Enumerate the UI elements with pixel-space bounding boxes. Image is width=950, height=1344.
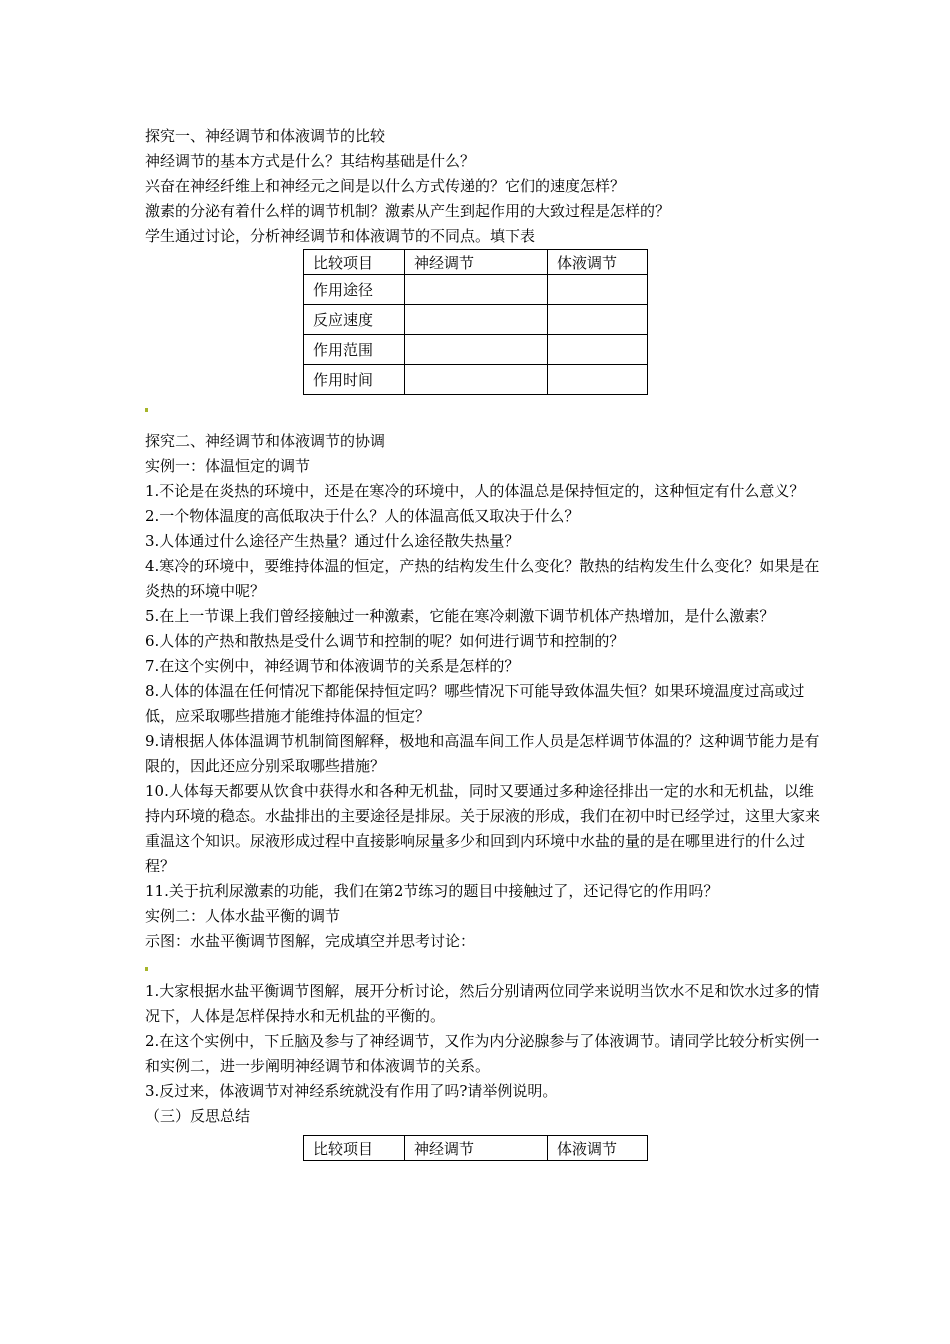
list-item: 6.人体的产热和散热是受什么调节和控制的呢？如何进行调节和控制的？ — [145, 632, 625, 650]
row-label: 作用途径 — [304, 275, 405, 305]
blank-cell — [405, 365, 548, 395]
table-header-row — [304, 1136, 648, 1161]
table-header-row — [304, 250, 648, 275]
section2-title: 探究二、神经调节和体液调节的协调 — [145, 432, 386, 450]
blank-cell — [405, 335, 548, 365]
table-row — [304, 305, 648, 335]
blank-cell — [405, 305, 548, 335]
blank-cell — [405, 275, 548, 305]
table-row — [304, 275, 648, 305]
blank-cell — [548, 305, 648, 335]
table-header-cell: 比较项目 — [304, 250, 405, 275]
row-label: 作用范围 — [304, 335, 405, 365]
list-item: 2.一个物体温度的高低取决于什么？人的体温高低又取决于什么？ — [145, 507, 580, 525]
table-header-cell: 体液调节 — [548, 250, 648, 275]
list-item: 8.人体的体温在任何情况下都能保持恒定吗？哪些情况下可能导致体温失恒？如果环境温度过高或过低，应采取哪些措施才能维持体温的恒定？ — [145, 682, 805, 725]
list-item: 11.关于抗利尿激素的功能，我们在第2节练习的题目中接触过了，还记得它的作用吗？ — [145, 882, 719, 900]
question: 神经调节的基本方式是什么？其结构基础是什么？ — [145, 152, 476, 170]
blank-cell — [548, 365, 648, 395]
example2-title: 实例二：人体水盐平衡的调节 — [145, 907, 341, 925]
blank-cell — [548, 335, 648, 365]
list-item: 7.在这个实例中，神经调节和体液调节的关系是怎样的？ — [145, 657, 520, 675]
list-item: 9.请根据人体体温调节机制简图解释，极地和高温车间工作人员是怎样调节体温的？这种调节能力是有限的，因此还应分别采取哪些措施？ — [145, 732, 820, 775]
section1-title: 探究一、神经调节和体液调节的比较 — [145, 127, 386, 145]
list-item: 1.不论是在炎热的环境中，还是在寒冷的环境中，人的体温总是保持恒定的，这种恒定有什么意义？ — [145, 482, 805, 500]
table-header-cell: 神经调节 — [405, 250, 548, 275]
question: 兴奋在神经纤维上和神经元之间是以什么方式传递的？它们的速度怎样？ — [145, 177, 626, 195]
table-instruction: 学生通过讨论，分析神经调节和体液调节的不同点。填下表 — [145, 227, 536, 245]
question: 激素的分泌有着什么样的调节机制？激素从产生到起作用的大致过程是怎样的？ — [145, 202, 671, 220]
table-row — [304, 365, 648, 395]
summary-table — [303, 1135, 648, 1161]
discussion-item: 2.在这个实例中，下丘脑及参与了神经调节，又作为内分泌腺参与了体液调节。请同学比较分析实例一和实例二，进一步阐明神经调节和体液调节的关系。 — [145, 1032, 820, 1075]
example1-title: 实例一：体温恒定的调节 — [145, 457, 311, 475]
row-label: 作用时间 — [304, 365, 405, 395]
document-page — [145, 124, 825, 1161]
row-label: 反应速度 — [304, 305, 405, 335]
list-item: 4.寒冷的环境中，要维持体温的恒定，产热的结构发生什么变化？散热的结构发生什么变化？如果是在炎热的环境中呢？ — [145, 557, 820, 600]
marker-dot — [145, 967, 148, 971]
list-item: 5.在上一节课上我们曾经接触过一种激素，它能在寒冷刺激下调节机体产热增加，是什么激素？ — [145, 607, 775, 625]
table-header-cell: 体液调节 — [548, 1136, 648, 1161]
blank-cell — [548, 275, 648, 305]
table-row — [304, 335, 648, 365]
marker-dot — [145, 408, 148, 412]
list-item: 10.人体每天都要从饮食中获得水和各种无机盐，同时又要通过多种途径排出一定的水和无机盐，以维持内环境的稳态。水盐排出的主要途径是排尿。关于尿液的形成，我们在初中时已经学过，这里大家来重温这个知识。尿液形成过程中直接影响尿量多少和回到内环境中水盐的量的是在哪里进行的什么过程？ — [145, 782, 821, 875]
list-item: 3.人体通过什么途径产生热量？通过什么途径散失热量？ — [145, 532, 520, 550]
table-header-cell: 比较项目 — [304, 1136, 405, 1161]
comparison-table — [303, 249, 648, 395]
discussion-item: 1.大家根据水盐平衡调节图解，展开分析讨论，然后分别请两位同学来说明当饮水不足和饮水过多的情况下，人体是怎样保持水和无机盐的平衡的。 — [145, 982, 820, 1025]
table-header-cell: 神经调节 — [405, 1136, 548, 1161]
section3-title: （三）反思总结 — [145, 1107, 251, 1125]
discussion-item: 3.反过来，体液调节对神经系统就没有作用了吗?请举例说明。 — [145, 1082, 558, 1100]
diagram-note: 示图：水盐平衡调节图解，完成填空并思考讨论： — [145, 932, 476, 950]
